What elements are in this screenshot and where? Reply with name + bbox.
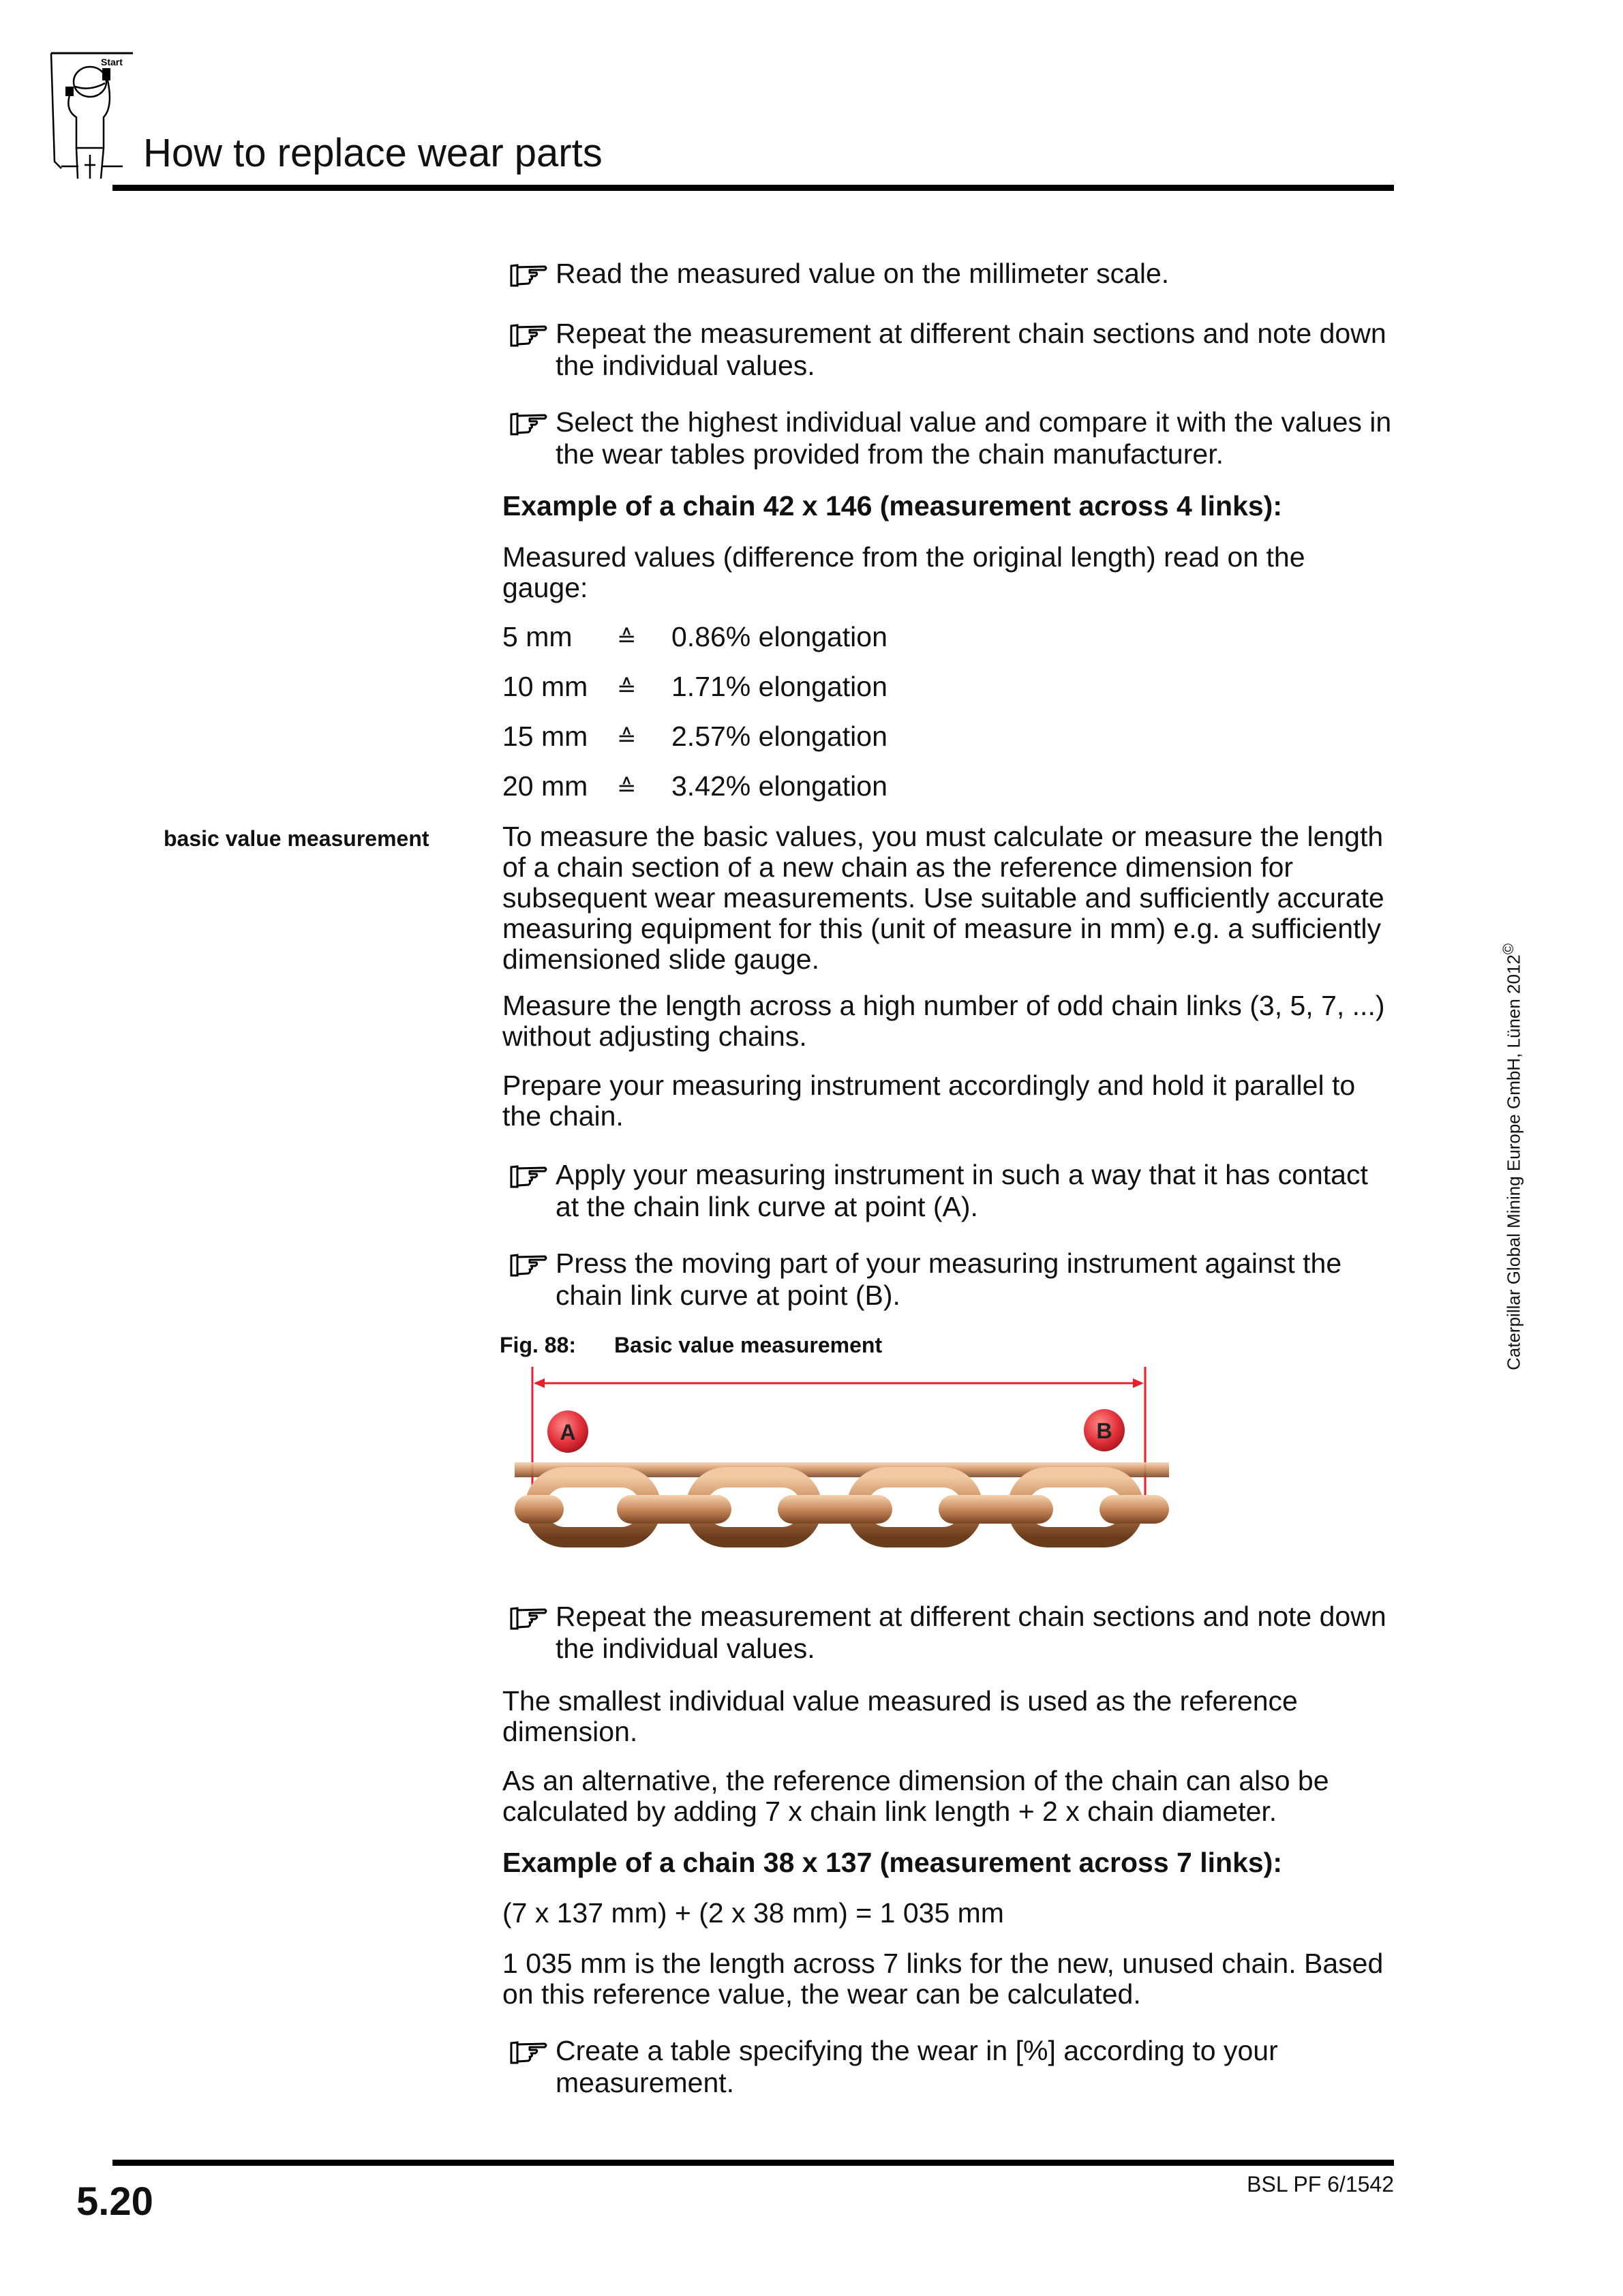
elongation-row [502,771,888,804]
paragraph: As an alternative, the reference dimension of the chain can also be calculated by adding 7 x chain link length + 2 x chain diameter. [502,1765,1329,1827]
connecting-links [515,1495,1169,1524]
step-text: Read the measured value on the millimeter scale. [556,258,1170,289]
measured-length: 10 mm [502,671,588,702]
measured-length: 15 mm [502,721,588,752]
instruction-step [509,1159,1395,1223]
pointing-hand-icon [509,412,549,436]
elongation-value: 3.42% elongation [671,770,888,802]
marker-b-label: B [1096,1419,1112,1443]
copyright-text: Caterpillar Global Mining Europe GmbH, Lünen 2012 [1503,954,1524,1370]
footer-rule [112,2160,1394,2166]
pointing-hand-icon [509,1606,549,1631]
margin-label: basic value measurement [164,826,429,851]
measured-length: 5 mm [502,621,573,652]
paragraph: Measure the length across a high number of odd chain links (3, 5, 7, ...) without adjusting chains. [502,990,1385,1052]
step-text: Apply your measuring instrument in such a way that it has contact at the chain link curve at point (A). [556,1159,1368,1222]
pointing-hand-icon [509,1253,549,1278]
chain-link [515,1495,564,1524]
page-number: 5.20 [76,2179,153,2224]
example-intro: Measured values (difference from the original length) read on the gauge: [502,541,1305,603]
chain-link [617,1495,731,1524]
marker-a-label: A [560,1420,576,1445]
paragraph: The smallest individual value measured is used as the reference dimension. [502,1685,1298,1747]
chain-link [939,1495,1053,1524]
paragraph: 1 035 mm is the length across 7 links for the new, unused chain. Based on this reference value, the wear can be calculated. [502,1948,1384,2010]
instruction-step [509,318,1395,382]
step-text: Press the moving part of your measuring instrument against the chain link curve at point (B). [556,1248,1342,1311]
instruction-step [509,406,1395,470]
pointing-hand-icon [509,263,549,288]
step-text: Repeat the measurement at different chain sections and note down the individual values. [556,318,1386,381]
step-text: Select the highest individual value and compare it with the values in the wear tables provided from the chain manufacturer. [556,406,1392,470]
example-heading: Example of a chain 38 x 137 (measurement across 7 links): [502,1847,1282,1878]
elongation-value: 1.71% elongation [671,671,888,702]
elongation-value: 0.86% elongation [671,621,888,652]
copyright-symbol: © [1500,943,1517,955]
start-worker-icon [48,49,136,185]
figure-number: Fig. 88: [500,1333,577,1357]
figure-caption [500,1333,882,1358]
figure-title: Basic value measurement [614,1333,883,1357]
arrow-right [1133,1378,1144,1388]
calculation-formula: (7 x 137 mm) + (2 x 38 mm) = 1 035 mm [502,1897,1004,1929]
instruction-step [509,258,1395,290]
pointing-hand-icon [509,1164,549,1189]
measured-length: 20 mm [502,770,588,802]
corresponds-symbol: ≙ [617,725,637,751]
chain-link [778,1495,892,1524]
step-text: Repeat the measurement at different chain sections and note down the individual values. [556,1601,1386,1664]
step-text: Create a table specifying the wear in [%] according to your measurement. [556,2035,1278,2098]
arrow-left [534,1378,545,1388]
pointing-hand-icon [509,323,549,348]
elongation-row [502,721,888,754]
instruction-step [509,1248,1395,1312]
header-rule [112,185,1394,191]
elongation-row [502,671,888,704]
paragraph: To measure the basic values, you must calculate or measure the length of a chain section of a new chain as the reference dimension for subsequent wear measurements. Use suitable and sufficiently accurate measuring equipment for this (unit of measure in mm) e.g. a sufficiently dimensioned slide gauge. [502,821,1384,975]
elongation-value: 2.57% elongation [671,721,888,752]
pointing-hand-icon [509,2040,549,2065]
chain-measurement-figure [515,1360,1169,1554]
example-heading: Example of a chain 42 x 146 (measurement across 4 links): [502,490,1282,522]
chain-link [1099,1495,1169,1524]
corresponds-symbol: ≙ [617,775,637,801]
instruction-step [509,1601,1395,1665]
elongation-row [502,622,888,654]
corresponds-symbol: ≙ [617,676,637,701]
corresponds-symbol: ≙ [617,626,637,652]
paragraph: Prepare your measuring instrument accordingly and hold it parallel to the chain. [502,1070,1356,1132]
instruction-step [509,2035,1395,2099]
page-title: How to replace wear parts [143,131,603,175]
copyright-notice [1500,943,1525,1370]
document-id: BSL PF 6/1542 [1247,2172,1394,2196]
start-label: Start [101,57,123,67]
